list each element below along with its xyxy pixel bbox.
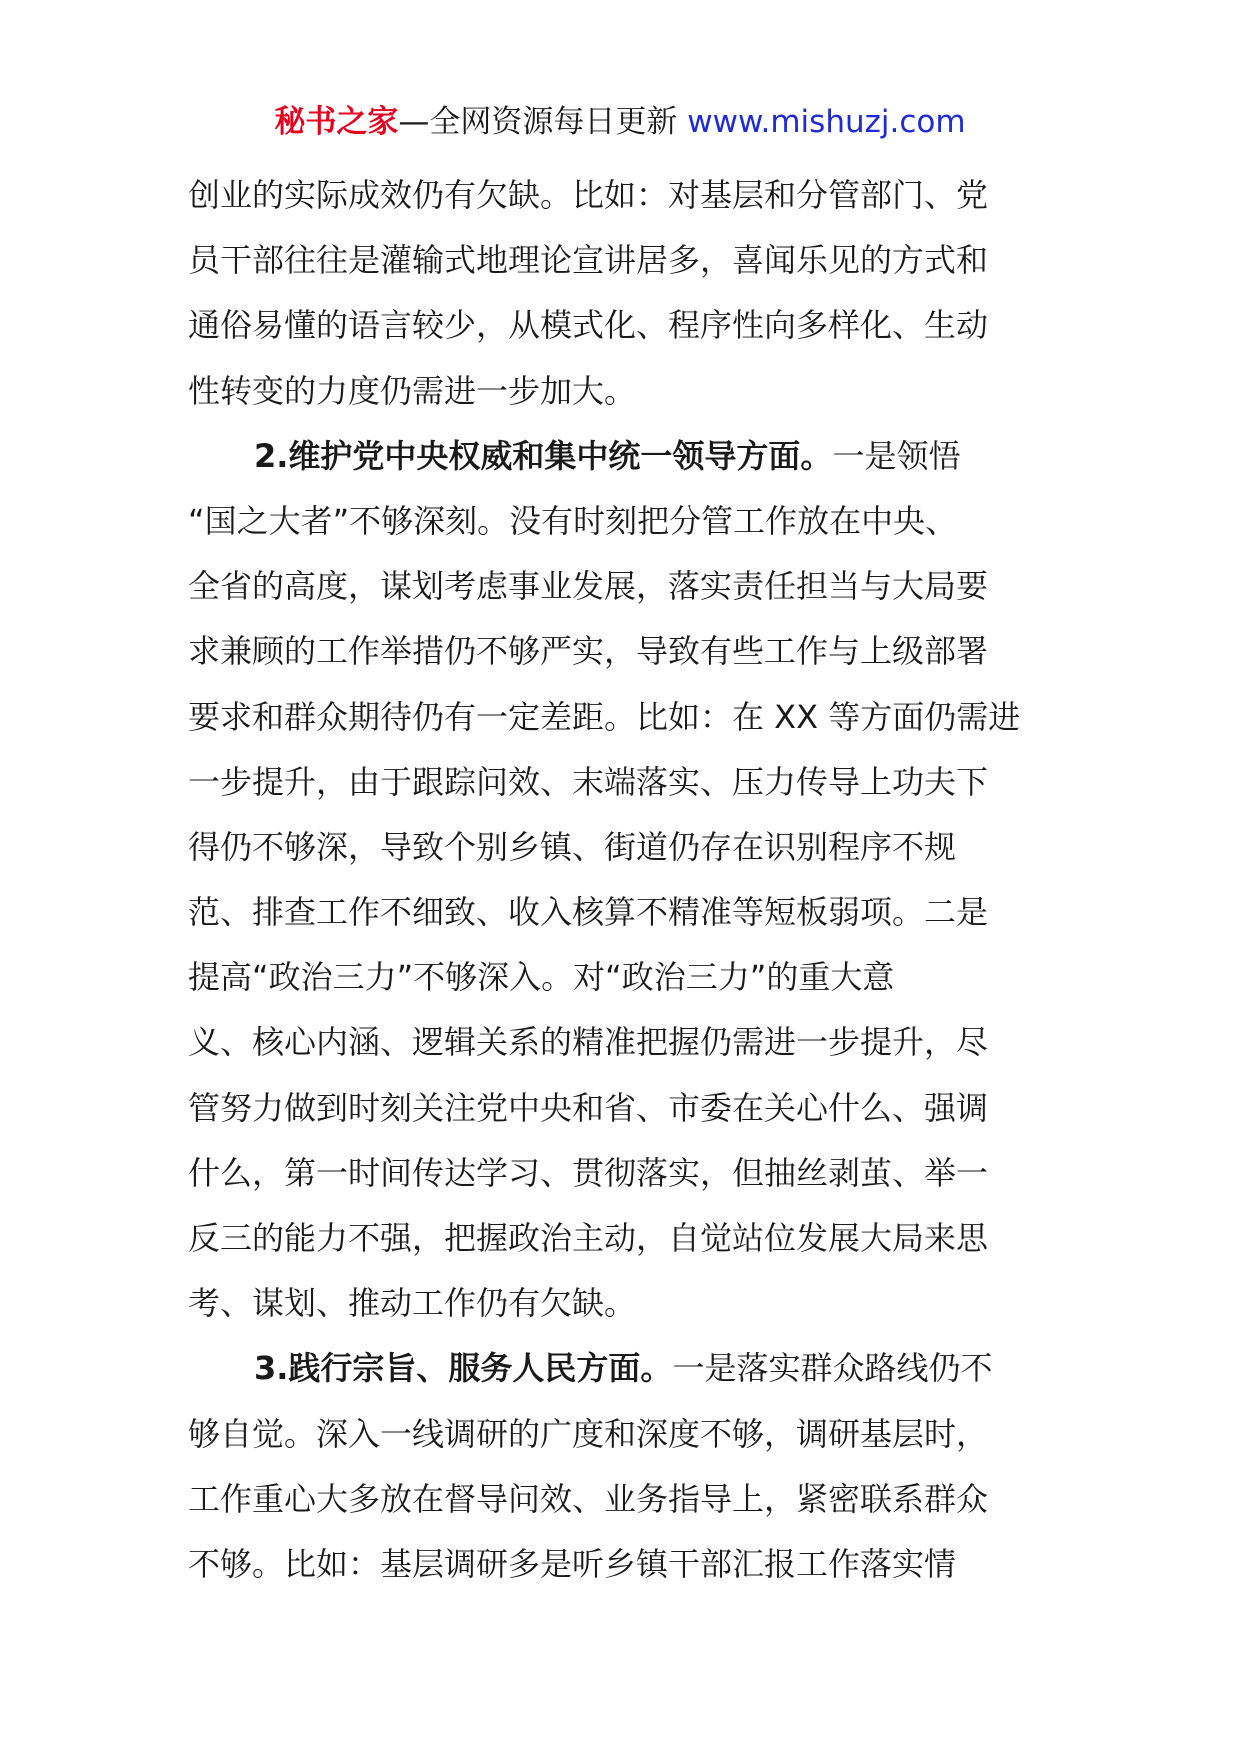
line-text: 够自觉。深入一线调研的广度和深度不够，调研基层时， (188, 1414, 989, 1453)
site-header (0, 100, 1240, 144)
line-text: 义、核心内涵、逻辑关系的精准把握仍需进一步提升，尽 (188, 1023, 989, 1062)
line-text: 得仍不够深，导致个别乡镇、街道仍存在识别程序不规 (188, 827, 957, 866)
line-text: 提高“政治三力”不够深入。对“政治三力”的重大意 (188, 958, 895, 997)
text-line (188, 685, 1068, 750)
line-text: 全省的高度，谋划考虑事业发展，落实责任担当与大局要 (188, 567, 989, 606)
line-text: 员干部往往是灌输式地理论宣讲居多，喜闻乐见的方式和 (188, 241, 989, 280)
text-line (188, 945, 1068, 1010)
line-text: 要求和群众期待仍有一定差距。比如：在 XX 等方面仍需进 (188, 697, 1021, 736)
line-text: 考、谋划、推动工作仍有欠缺。 (188, 1284, 637, 1323)
section-heading-line (188, 424, 1068, 489)
line-text: 通俗易懂的语言较少，从模式化、程序性向多样化、生动 (188, 306, 989, 345)
line-text: 求兼顾的工作举措仍不够严实，导致有些工作与上级部署 (188, 632, 989, 671)
line-text: 一是落实群众路线仍不 (672, 1349, 993, 1388)
text-line (188, 489, 1068, 554)
brand-name: 秘书之家 (274, 104, 399, 140)
line-text: 什么，第一时间传达学习、贯彻落实，但抽丝剥茧、举一 (188, 1153, 989, 1192)
line-text: 工作重心大多放在督导问效、业务指导上，紧密联系群众 (188, 1479, 989, 1518)
text-line (188, 750, 1068, 815)
text-line (188, 293, 1068, 358)
line-text: “国之大者”不够深刻。没有时刻把分管工作放在中央、 (188, 501, 958, 540)
line-text: 性转变的力度仍需进一步加大。 (188, 371, 637, 410)
text-line (188, 228, 1068, 293)
text-line (188, 619, 1068, 684)
text-line (188, 1206, 1068, 1271)
line-text: 不够。比如：基层调研多是听乡镇干部汇报工作落实情 (188, 1544, 957, 1583)
text-line (188, 1076, 1068, 1141)
text-line (188, 554, 1068, 619)
text-line (188, 163, 1068, 228)
document-body (188, 163, 1068, 1597)
line-text: 一步提升，由于跟踪问效、末端落实、压力传导上功夫下 (188, 762, 989, 801)
text-line (188, 815, 1068, 880)
line-text: 范、排查工作不细致、收入核算不精准等短板弱项。二是 (188, 893, 989, 932)
site-url[interactable]: www.mishuzj.com (687, 104, 966, 140)
text-line (188, 1141, 1068, 1206)
section-heading: 3.践行宗旨、服务人民方面。 (254, 1349, 673, 1388)
line-text: 管努力做到时刻关注党中央和省、市委在关心什么、强调 (188, 1088, 989, 1127)
text-line (188, 880, 1068, 945)
line-text: 反三的能力不强，把握政治主动，自觉站位发展大局来思 (188, 1219, 989, 1257)
text-line (188, 359, 1068, 424)
text-line (188, 1271, 1068, 1336)
section-heading: 2.维护党中央权威和集中统一领导方面。 (254, 436, 833, 475)
text-line (188, 1402, 1068, 1467)
text-line (188, 1467, 1068, 1532)
section-heading-line (188, 1336, 1068, 1401)
text-line (188, 1532, 1068, 1597)
text-line (188, 1010, 1068, 1075)
line-text: 一是领悟 (832, 436, 961, 475)
header-tagline: —全网资源每日更新 (398, 104, 678, 140)
line-text: 创业的实际成效仍有欠缺。比如：对基层和分管部门、党 (188, 176, 989, 214)
